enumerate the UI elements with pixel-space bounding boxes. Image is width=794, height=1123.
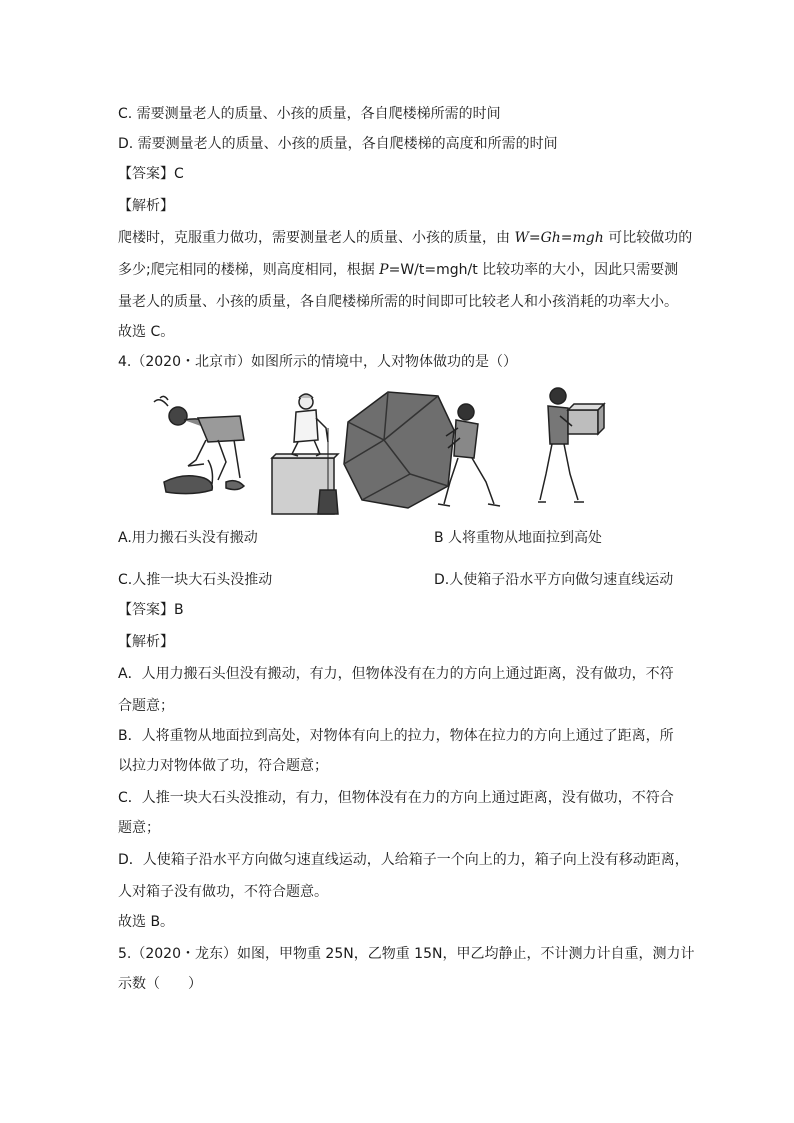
q3-analysis-text: 爬楼时，克服重力做功，需要测量老人的质量、小孩的质量，由 [118, 230, 515, 246]
q4-analysis-b-line-1: B．人将重物从地面拉到高处，对物体有向上的拉力，物体在拉力的方向上通过了距离，所 [118, 728, 674, 744]
q4-analysis-d-line-2: 人对箱子没有做功，不符合题意。 [118, 884, 328, 900]
q5-stem-line-2: 示数（ ） [118, 976, 202, 992]
q4-analysis-a-line-2: 合题意； [118, 698, 174, 714]
q3-option-d: D. 需要测量老人的质量、小孩的质量，各自爬楼梯的高度和所需的时间 [118, 136, 558, 152]
q3-analysis-text: 可比较做功的 [603, 230, 693, 246]
q4-option-c: C.人推一块大石头没推动 [118, 572, 273, 588]
q4-option-a: A.用力搬石头没有搬动 [118, 530, 258, 546]
panel-d-carrying-box-figure [538, 382, 608, 517]
q4-analysis-a-line-1: A．人用力搬石头但没有搬动，有力，但物体没有在力的方向上通过距离，没有做功，不符 [118, 666, 674, 682]
q3-analysis-title: 【解析】 [118, 198, 174, 214]
q4-analysis-title: 【解析】 [118, 634, 174, 650]
q3-analysis-text: =W/t=mgh/t 比较功率的大小，因此只需要测 [388, 262, 679, 278]
q4-illustration [148, 382, 523, 517]
panel-a-lifting-stone [154, 396, 244, 493]
q4-answer: 【答案】B [118, 602, 184, 618]
q3-analysis-text: 多少;爬完相同的楼梯，则高度相同，根据 [118, 262, 380, 278]
q3-answer: 【答案】C [118, 166, 184, 182]
q3-analysis-line-2 [118, 260, 678, 280]
q3-analysis-line-1 [118, 228, 692, 248]
q4-conclusion: 故选 B。 [118, 914, 175, 930]
q3-conclusion: 故选 C。 [118, 324, 175, 340]
panel-c-pushing-rock [344, 392, 500, 508]
q4-option-b: B 人将重物从地面拉到高处 [434, 530, 603, 546]
q4-analysis-c-line-1: C．人推一块大石头没推动，有力，但物体没有在力的方向上通过距离，没有做功，不符合 [118, 790, 674, 806]
q5-stem-line-1: 5.（2020・龙东）如图，甲物重 25N，乙物重 15N，甲乙均静止，不计测力计自重，测力计 [118, 946, 695, 962]
q4-analysis-d-line-1: D．人使箱子沿水平方向做匀速直线运动，人给箱子一个向上的力，箱子向上没有移动距离， [118, 852, 689, 868]
q4-option-d: D.人使箱子沿水平方向做匀速直线运动 [434, 572, 674, 588]
q3-analysis-line-3: 量老人的质量、小孩的质量，各自爬楼梯所需的时间即可比较老人和小孩消耗的功率大小。 [118, 294, 678, 310]
q4-stem: 4.（2020・北京市）如图所示的情境中，人对物体做功的是（） [118, 354, 517, 370]
q4-analysis-c-line-2: 题意； [118, 820, 160, 836]
q4-analysis-b-line-2: 以拉力对物体做了功，符合题意； [118, 758, 328, 774]
q3-formula-work: W=Gh=mgh [514, 230, 604, 246]
q3-option-c: C. 需要测量老人的质量、小孩的质量，各自爬楼梯所需的时间 [118, 106, 501, 122]
panel-b-pulling-weight [272, 394, 338, 514]
q3-formula-power: P [379, 262, 389, 278]
